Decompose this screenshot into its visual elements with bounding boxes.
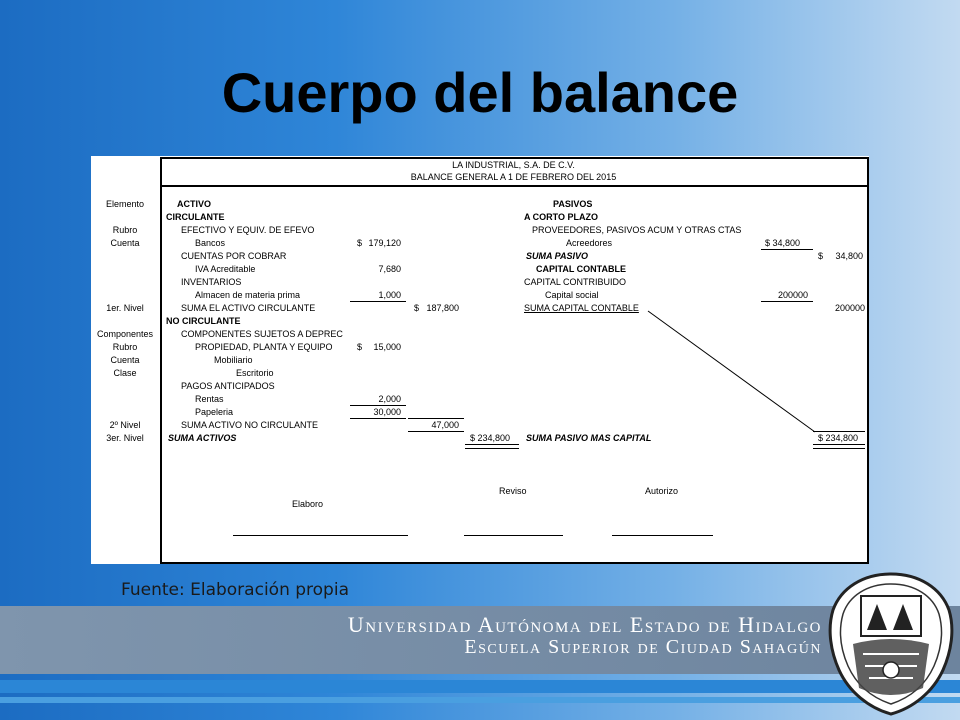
cuenta-mobiliario: Mobiliario xyxy=(214,355,253,365)
sheet-frame xyxy=(160,157,869,564)
cuenta-almacen: Almacen de materia prima xyxy=(195,290,301,300)
row-label: 1er. Nivel xyxy=(106,303,144,313)
rubro-inventarios: INVENTARIOS xyxy=(181,277,242,287)
university-seal-logo xyxy=(823,570,959,718)
balance-sheet xyxy=(91,156,869,564)
capital-social-amount: 200000 xyxy=(777,290,808,300)
cuenta-capital-social: Capital social xyxy=(545,290,599,300)
row-label: Cuenta xyxy=(110,238,140,248)
activo-heading: ACTIVO xyxy=(177,199,212,209)
suma-activos-label: SUMA ACTIVOS xyxy=(168,433,237,443)
signature-reviso: Reviso xyxy=(499,486,527,496)
currency-sign: $ xyxy=(414,303,420,313)
acreedores-amount: $ 34,800 xyxy=(765,238,801,248)
currency-sign: $ xyxy=(818,251,824,261)
signature-line xyxy=(464,535,563,536)
suma-capital-amount: 200000 xyxy=(834,303,865,313)
rubro-proveedores: PROVEEDORES, PASIVOS ACUM Y OTRAS CTAS xyxy=(532,225,742,235)
subtotal-underline xyxy=(350,405,406,406)
total-double-underline xyxy=(813,444,865,449)
corto-plazo-heading: A CORTO PLAZO xyxy=(524,212,598,222)
suma-activo-no-circulante: SUMA ACTIVO NO CIRCULANTE xyxy=(181,420,319,430)
cuenta-acreedores: Acreedores xyxy=(566,238,613,248)
rubro-cuentas-por-cobrar: CUENTAS POR COBRAR xyxy=(181,251,287,261)
row-label: Cuenta xyxy=(110,355,140,365)
subtotal-underline xyxy=(350,301,406,302)
subtotal-underline xyxy=(813,431,865,432)
suma-activos-amount: $ 234,800 xyxy=(470,433,511,443)
signature-elaboro: Elaboro xyxy=(292,499,324,509)
row-label: Clase xyxy=(113,368,137,378)
rubro-pagos-anticipados: PAGOS ANTICIPADOS xyxy=(181,381,275,391)
subtotal-underline xyxy=(408,418,464,419)
row-label: Componentes xyxy=(96,329,154,339)
capital-contable-heading: CAPITAL CONTABLE xyxy=(536,264,626,274)
subtotal-underline xyxy=(350,418,406,419)
clase-escritorio: Escritorio xyxy=(236,368,274,378)
row-label: 2º Nivel xyxy=(109,420,141,430)
rubro-efectivo: EFECTIVO Y EQUIV. DE EFEVO xyxy=(181,225,315,235)
circulante-heading: CIRCULANTE xyxy=(166,212,225,222)
subtotal-underline xyxy=(761,249,813,250)
subtotal-underline xyxy=(408,431,464,432)
bancos-amount: 179,120 xyxy=(368,238,401,248)
row-label: 3er. Nivel xyxy=(106,433,144,443)
signature-line xyxy=(233,535,408,536)
suma-pasivo-capital-label: SUMA PASIVO MAS CAPITAL xyxy=(526,433,652,443)
suma-circulante-amount: 187,800 xyxy=(426,303,459,313)
papeleria-amount: 30,000 xyxy=(373,407,401,417)
suma-pasivo-amount: 34,800 xyxy=(835,251,863,261)
suma-pasivo-label: SUMA PASIVO xyxy=(526,251,589,261)
suma-activo-circulante: SUMA EL ACTIVO CIRCULANTE xyxy=(181,303,316,313)
almacen-amount: 1,000 xyxy=(378,290,401,300)
footer-stripe xyxy=(0,697,960,703)
university-name: Universidad Autónoma del Estado de Hidalgo xyxy=(347,612,822,637)
cuenta-rentas: Rentas xyxy=(195,394,224,404)
cuenta-papeleria: Papeleria xyxy=(195,407,234,417)
slide-title: Cuerpo del balance xyxy=(221,61,739,124)
suma-no-circulante-amount: 47,000 xyxy=(431,420,459,430)
componentes-deprec: COMPONENTES SUJETOS A DEPREC xyxy=(181,329,343,339)
signature-autorizo: Autorizo xyxy=(645,486,679,496)
subtotal-underline xyxy=(761,301,813,302)
company-name: LA INDUSTRIAL, S.A. DE C.V. xyxy=(452,160,575,170)
ppe-amount: 15,000 xyxy=(373,342,401,352)
row-label: Elemento xyxy=(105,199,145,209)
total-double-underline xyxy=(465,444,519,449)
no-circulante-heading: NO CIRCULANTE xyxy=(166,316,241,326)
sheet-header xyxy=(160,157,867,187)
school-name: Escuela Superior de Ciudad Sahagún xyxy=(464,636,822,658)
currency-sign: $ xyxy=(357,238,363,248)
suma-pasivo-capital-amount: $ 234,800 xyxy=(818,433,859,443)
currency-sign: $ xyxy=(357,342,363,352)
rubro-ppe: PROPIEDAD, PLANTA Y EQUIPO xyxy=(195,342,333,352)
pasivos-heading: PASIVOS xyxy=(553,199,593,209)
capital-contribuido: CAPITAL CONTRIBUIDO xyxy=(524,277,627,287)
signature-line xyxy=(612,535,713,536)
row-labels-column xyxy=(91,156,159,564)
iva-amount: 7,680 xyxy=(378,264,401,274)
suma-capital-contable: SUMA CAPITAL CONTABLE xyxy=(524,303,639,313)
cuenta-iva: IVA Acreditable xyxy=(195,264,256,274)
cuenta-bancos: Bancos xyxy=(195,238,226,248)
statement-title: BALANCE GENERAL A 1 DE FEBRERO DEL 2015 xyxy=(410,172,617,182)
row-label: Rubro xyxy=(112,225,138,235)
row-label: Rubro xyxy=(112,342,138,352)
source-caption: Fuente: Elaboración propia xyxy=(121,580,349,600)
rentas-amount: 2,000 xyxy=(378,394,401,404)
footer-stripe xyxy=(0,680,960,693)
